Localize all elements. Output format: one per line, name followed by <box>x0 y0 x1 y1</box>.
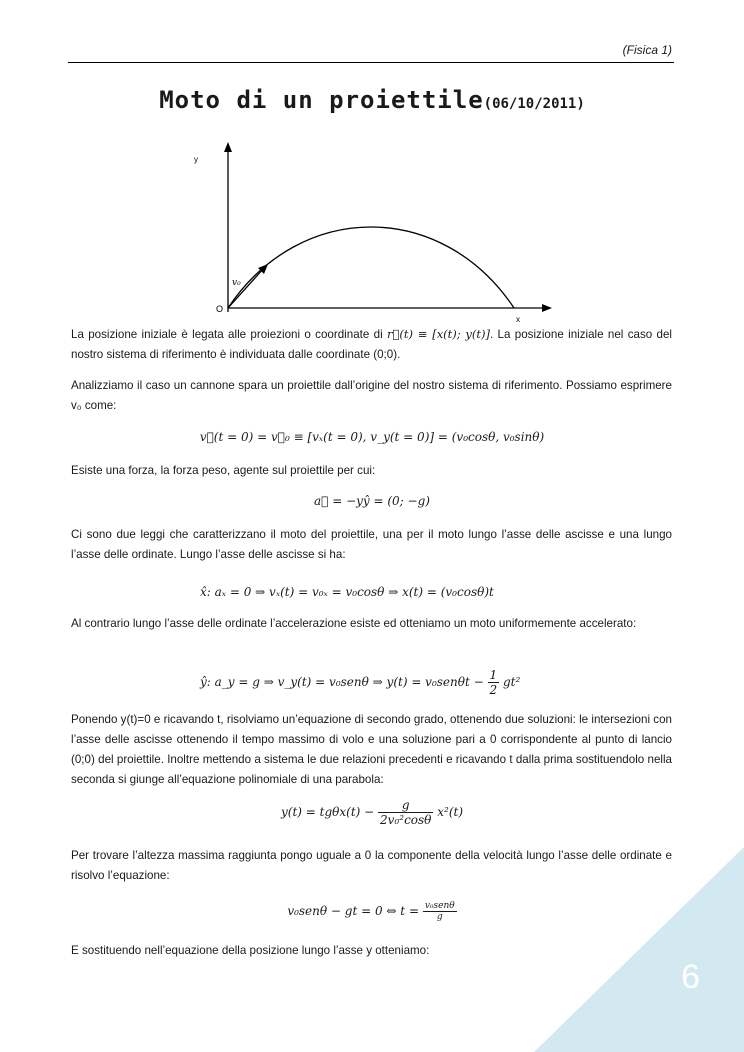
p1-vector: r⃗(t) ≡ [x(t); y(t)] <box>387 327 490 341</box>
y-axis-label: y <box>194 155 198 164</box>
title-main: Moto di un proiettile <box>159 86 484 114</box>
paragraph-6: Ponendo y(t)=0 e ricavando t, risolviamo un’equazione di secondo grado, ottenendo due soluzioni: le intersezioni con l’asse delle ascisse ottenendo il tempo massimo di volo e una soluzione pari a 0 corrispondente al punto di lancio (0;0) del proiettile. Inoltre mettendo a sistema le due relazioni precedenti e ricavando t dalla prima sostituendolo nella seconda si giunge all’equazione polinomiale di una parabola: <box>71 713 672 786</box>
page-title <box>0 86 744 114</box>
header-rule <box>68 62 674 63</box>
equation-parabola: y(t) = tgθx(t) − $\frac{g}{\text{2v₀²cosθ}}$ x²(t) <box>281 798 463 827</box>
x-axis-arrow-icon <box>542 304 552 312</box>
header-course: (Fisica 1) <box>622 43 672 57</box>
velocity-vector <box>228 268 264 308</box>
equation-y <box>200 668 520 697</box>
paragraph-4: Ci sono due leggi che caratterizzano il moto del proiettile, una per il moto lungo l’asse delle ascisse e una lungo l’asse delle ordinate. Lungo l’asse delle ascisse si ha: <box>71 528 672 561</box>
paragraph-2: Analizziamo il caso un cannone spara un proiettile dall’origine del nostro sistema di riferimento. Possiamo esprimere v₀ come: <box>71 379 672 412</box>
paragraph-7: Per trovare l’altezza massima raggiunta pongo uguale a 0 la componente della velocità lungo l’asse delle ordinate e risolvo l’equazione: <box>71 849 672 882</box>
y-axis-arrow-icon <box>224 142 232 152</box>
trajectory-curve <box>228 227 514 308</box>
origin-label: O <box>216 304 224 314</box>
equation-x: x̂: aₓ = 0 ⇒ vₓ(t) = v₀ₓ = v₀cosθ ⇒ x(t) = (v₀cosθ)t <box>200 585 494 599</box>
equation-tmax: v₀senθ − gt = 0 ⇔ t = $\frac{\text{v₀senθ}}{g}$ <box>287 901 455 922</box>
equation-tmax-fraction: $\frac{\text{v₀senθ}}{g}$ <box>424 901 455 922</box>
paragraph-1 <box>71 324 672 365</box>
equation-y-right: gt² <box>502 675 521 689</box>
trajectory-diagram <box>180 140 560 330</box>
corner-decoration <box>534 847 744 1052</box>
paragraph-8: E sostituendo nell’equazione della posizione lungo l’asse y otteniamo: <box>71 944 430 957</box>
equation-acceleration: a⃗ = −yŷ = (0; −g) <box>314 494 430 508</box>
equation-y-left: ŷ: a_y = g ⇒ v_y(t) = v₀senθ ⇒ y(t) = v₀senθt − <box>200 675 484 689</box>
title-date: (06/10/2011) <box>483 96 585 112</box>
page-number: 6 <box>681 958 700 996</box>
velocity-label: v₀ <box>232 278 241 288</box>
p1-text-b: . La posizione iniziale nel caso del nostro sistema di riferimento è individuata dalle coordinate (0;0). <box>71 328 673 361</box>
p1-text-a: La posizione iniziale è legata alle proiezioni o coordinate di <box>71 328 388 341</box>
paragraph-3: Esiste una forza, la forza peso, agente sul proiettile per cui: <box>71 464 376 477</box>
paragraph-5: Al contrario lungo l’asse delle ordinate l’accelerazione esiste ed otteniamo un moto uniformemente accelerato: <box>71 617 637 630</box>
x-axis-label: x <box>516 315 520 324</box>
equation-parabola-fraction: $\frac{g}{\text{2v₀²cosθ}}$ <box>380 798 432 827</box>
equation-v0: v⃗(t = 0) = v⃗₀ ≡ [vₓ(t = 0), v_y(t = 0)] = (v₀cosθ, v₀sinθ) <box>199 430 545 444</box>
equation-y-fraction: $\frac{1}{2}$ <box>489 668 498 697</box>
